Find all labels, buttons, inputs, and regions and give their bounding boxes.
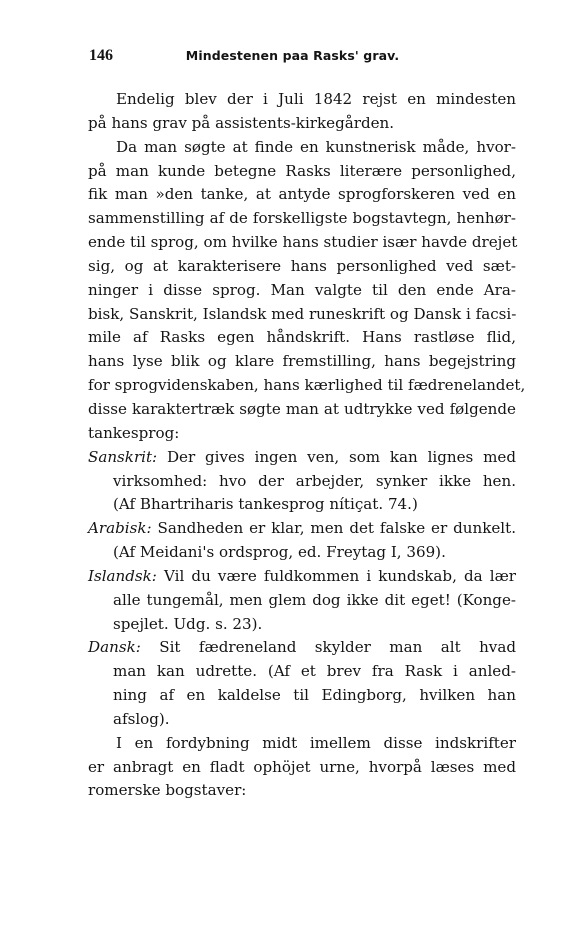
- line-text: for sprogvidenskaben, hans kærlighed til fædrenelandet,: [88, 376, 526, 395]
- line-text: Sandheden er klar, men det falske er dunkelt.: [151, 519, 516, 538]
- language-label: Sanskrit:: [88, 447, 158, 466]
- text-line: [88, 708, 516, 732]
- line-text: disse karaktertræk søgte man at udtrykke ved følgende: [88, 399, 516, 418]
- text-line: [88, 779, 516, 803]
- line-text: på hans grav på assistents-kirkegården.: [88, 113, 395, 132]
- language-label: Dansk:: [88, 638, 141, 657]
- text-line: [88, 446, 516, 470]
- line-text: sammenstilling af de forskelligste bogstavtegn, henhør-: [88, 209, 516, 228]
- text-line: [88, 255, 516, 279]
- line-text: alle tungemål, men glem dog ikke dit eget! (Konge-: [113, 590, 516, 609]
- line-text: (Af Bhartriharis tankesprog nítiçat. 74.): [113, 495, 418, 514]
- text-line: [88, 160, 516, 184]
- line-text: afslog).: [113, 709, 170, 728]
- text-line: [88, 183, 516, 207]
- text-line: [88, 589, 516, 613]
- text-line: [88, 660, 516, 684]
- line-text: hans lyse blik og klare fremstilling, hans begejstring: [88, 352, 516, 371]
- text-line: [88, 112, 516, 136]
- line-text: på man kunde betegne Rasks literære personlighed,: [88, 161, 516, 180]
- text-line: [88, 88, 516, 112]
- line-text: virksomhed: hvo der arbejder, synker ikke hen.: [113, 471, 516, 490]
- line-text: ninger i disse sprog. Man valgte til den ende Ara-: [88, 280, 516, 299]
- line-text: mile af Rasks egen håndskrift. Hans rastløse flid,: [88, 328, 516, 347]
- text-line: [88, 136, 516, 160]
- line-text: fik man »den tanke, at antyde sprogforskeren ved en: [88, 185, 516, 204]
- text-line: [88, 541, 516, 565]
- line-text: Endelig blev der i Juli 1842 rejst en mindesten: [116, 90, 516, 108]
- line-text: spejlet. Udg. s. 23).: [113, 614, 263, 633]
- language-label: Islandsk:: [88, 566, 157, 585]
- line-text: (Af Meidani's ordsprog, ed. Freytag I, 369).: [113, 543, 446, 562]
- text-line: [88, 374, 526, 398]
- text-line: [88, 303, 516, 327]
- text-line: [88, 732, 516, 756]
- page-number: 146: [89, 47, 113, 64]
- line-text: Der gives ingen ven, som kan lignes med: [157, 447, 516, 466]
- line-text: Vil du være fuldkommen i kundskab, da lær: [156, 566, 516, 585]
- text-line: [88, 493, 516, 517]
- text-line: [88, 326, 516, 350]
- line-text: I en fordybning midt imellem disse indskrifter: [116, 733, 516, 752]
- text-line: [88, 350, 516, 374]
- text-line: [88, 470, 516, 494]
- line-text: romerske bogstaver:: [88, 781, 247, 800]
- line-text: ende til sprog, om hvilke hans studier især havde drejet: [88, 233, 518, 252]
- text-line: [88, 231, 516, 255]
- line-text: er anbragt en fladt ophöjet urne, hvorpå læses med: [88, 757, 516, 776]
- line-text: bisk, Sanskrit, Islandsk med runeskrift og Dansk i facsi-: [88, 304, 517, 323]
- text-line: [88, 279, 516, 303]
- text-line: [88, 636, 516, 660]
- page-body: [88, 88, 526, 803]
- line-text: Sit fædreneland skylder man alt hvad: [140, 638, 516, 657]
- language-label: Arabisk:: [88, 519, 152, 538]
- text-line: [88, 756, 516, 780]
- text-line: [88, 613, 516, 637]
- line-text: sig, og at karakterisere hans personlighed ved sæt-: [88, 256, 516, 275]
- text-line: [88, 684, 516, 708]
- running-title: Mindestenen paa Rasks' grav.: [185, 48, 400, 63]
- text-line: [88, 517, 516, 541]
- line-text: man kan udrette. (Af et brev fra Rask i anled-: [113, 662, 516, 681]
- line-text: ning af en kaldelse til Edingborg, hvilken han: [113, 686, 516, 705]
- line-text: tankesprog:: [88, 423, 180, 442]
- line-text: Da man søgte at finde en kunstnerisk måde, hvor-: [116, 137, 516, 156]
- text-line: [88, 207, 516, 231]
- text-line: [88, 565, 516, 589]
- text-line: [88, 398, 516, 422]
- text-line: [88, 422, 516, 446]
